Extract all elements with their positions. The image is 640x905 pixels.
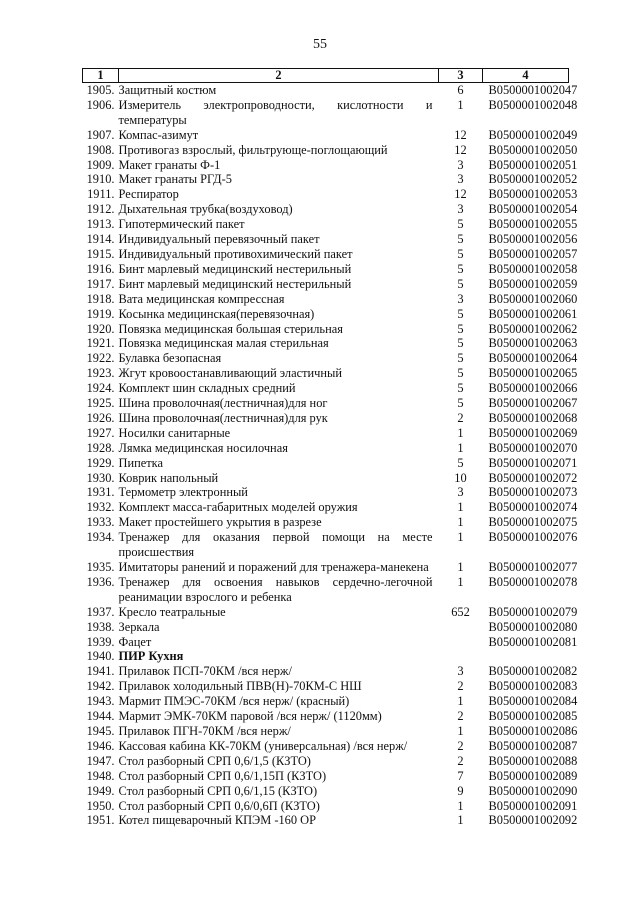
item-name: Комплект масса-габаритных моделей оружия — [118, 500, 358, 515]
item-name: Макет гранаты Ф-1 — [118, 157, 221, 172]
item-quantity — [439, 635, 483, 650]
row-number: 1950. — [86, 798, 115, 813]
item-code: B0500001002064 — [488, 351, 578, 366]
row-number: 1913. — [86, 217, 115, 232]
item-name: Имитаторы ранений и поражений для тренажера-манекена — [118, 560, 429, 574]
table-row — [83, 128, 569, 143]
item-code: B0500001002057 — [488, 246, 578, 261]
item-quantity: 12 — [454, 127, 467, 142]
row-number: 1928. — [86, 440, 115, 455]
table-row — [83, 605, 569, 620]
item-code: B0500001002050 — [488, 142, 578, 157]
row-number: 1914. — [86, 232, 115, 247]
table-row — [83, 635, 569, 650]
row-number: 1920. — [86, 321, 115, 336]
row-number: 1923. — [86, 366, 115, 381]
table-row — [83, 575, 569, 605]
row-number: 1946. — [86, 738, 115, 753]
item-quantity: 5 — [457, 321, 464, 336]
row-number: 1918. — [86, 291, 115, 306]
item-name: Прилавок ПГН-70КМ /вся нерж/ — [118, 723, 291, 738]
table-row — [83, 262, 569, 277]
table-row — [83, 247, 569, 262]
row-number: 1929. — [86, 455, 115, 470]
item-code: B0500001002052 — [488, 172, 578, 187]
item-quantity: 1 — [457, 560, 464, 574]
item-name: Косынка медицинская(перевязочная) — [118, 306, 315, 321]
item-quantity: 1 — [457, 500, 464, 515]
table-row — [83, 799, 569, 814]
item-quantity: 7 — [457, 768, 464, 783]
item-name: Фацет — [118, 634, 152, 649]
item-name: Булавка безопасная — [118, 351, 222, 366]
row-number: 1912. — [86, 202, 115, 217]
item-name: Шина проволочная(лестничная)для ног — [118, 396, 328, 411]
item-code: B0500001002073 — [488, 485, 578, 500]
item-code: B0500001002083 — [488, 679, 578, 694]
table-row — [83, 411, 569, 426]
item-code: B0500001002053 — [488, 187, 578, 202]
item-code: B0500001002079 — [488, 604, 578, 619]
item-code: B0500001002076 — [488, 530, 578, 545]
item-code: B0500001002047 — [488, 83, 578, 97]
item-name: Стол разборный СРП 0,6/1,15 (КЗТО) — [118, 783, 318, 798]
item-name: Бинт марлевый медицинский нестерильный — [118, 261, 352, 276]
item-quantity: 5 — [457, 336, 464, 351]
row-number: 1930. — [86, 470, 115, 485]
header-col-number: 1 — [83, 69, 119, 83]
item-code: B0500001002084 — [488, 694, 578, 709]
item-quantity: 12 — [454, 187, 467, 202]
item-name: Тренажер для освоения навыков сердечно-легочной реанимации взрослого и ребенка — [118, 574, 433, 604]
item-name: Тренажер для оказания первой помощи на месте происшествия — [118, 530, 433, 560]
item-code: B0500001002065 — [488, 366, 578, 381]
item-code: B0500001002082 — [488, 664, 578, 679]
item-code: B0500001002068 — [488, 410, 578, 425]
header-col-name: 2 — [119, 69, 439, 83]
table-row — [83, 381, 569, 396]
item-quantity: 5 — [457, 217, 464, 232]
table-row — [83, 694, 569, 709]
table-row — [83, 471, 569, 486]
item-name: Носилки санитарные — [118, 425, 231, 440]
item-code: B0500001002089 — [488, 768, 578, 783]
item-name: Измеритель электропроводности, кислотности и температуры — [118, 97, 433, 127]
item-name: Респиратор — [118, 187, 179, 202]
item-name: Стол разборный СРП 0,6/1,15П (КЗТО) — [118, 768, 327, 783]
table-row — [83, 456, 569, 471]
item-quantity: 12 — [454, 142, 467, 157]
item-code: B0500001002060 — [488, 291, 578, 306]
table-row — [83, 664, 569, 679]
table-row — [83, 187, 569, 202]
item-code: B0500001002067 — [488, 396, 578, 411]
table-row — [83, 217, 569, 232]
row-number: 1947. — [86, 753, 115, 768]
table-row — [83, 724, 569, 739]
item-code: B0500001002069 — [488, 425, 578, 440]
item-code: B0500001002080 — [488, 619, 578, 634]
row-number: 1915. — [86, 246, 115, 261]
row-number: 1925. — [86, 396, 115, 411]
item-name: Жгут кровоостанавливающий эластичный — [118, 366, 342, 381]
item-quantity: 1 — [457, 798, 464, 813]
item-quantity: 10 — [454, 470, 467, 485]
item-name: Макет гранаты РГД-5 — [118, 172, 232, 187]
item-quantity: 1 — [457, 440, 464, 455]
row-number: 1945. — [86, 723, 115, 738]
item-quantity: 5 — [457, 276, 464, 291]
item-quantity: 1 — [457, 515, 464, 530]
table-row — [83, 530, 569, 560]
item-quantity: 5 — [457, 396, 464, 411]
item-code: B0500001002054 — [488, 202, 578, 217]
item-code: B0500001002061 — [488, 306, 578, 321]
table-row — [83, 277, 569, 292]
table-body — [83, 83, 578, 829]
table-row — [83, 813, 569, 828]
row-number: 1922. — [86, 351, 115, 366]
item-code: B0500001002055 — [488, 217, 578, 232]
item-code: B0500001002090 — [488, 783, 578, 798]
item-code: B0500001002092 — [488, 813, 578, 828]
item-quantity: 6 — [457, 83, 464, 97]
row-number: 1948. — [86, 768, 115, 783]
row-number: 1951. — [86, 813, 115, 828]
item-code: B0500001002066 — [488, 381, 578, 396]
item-code: B0500001002088 — [488, 753, 578, 768]
item-name: Стол разборный СРП 0,6/1,5 (КЗТО) — [118, 753, 311, 768]
table-row — [83, 292, 569, 307]
table-row — [83, 500, 569, 515]
item-quantity: 2 — [457, 753, 464, 768]
item-name: Противогаз взрослый, фильтрующе-поглощающий — [118, 142, 388, 157]
item-name: Лямка медицинская носилочная — [118, 440, 288, 455]
item-name: Повязка медицинская малая стерильная — [118, 336, 329, 351]
table-row — [83, 351, 569, 366]
table-row — [83, 172, 569, 187]
row-number: 1938. — [86, 619, 115, 634]
table-row — [83, 485, 569, 500]
item-quantity: 1 — [457, 694, 464, 709]
item-name: Защитный костюм — [118, 83, 217, 97]
item-name: Мармит ПМЭС-70КМ /вся нерж/ (красный) — [118, 694, 350, 709]
item-code: B0500001002078 — [488, 574, 578, 589]
item-quantity — [439, 620, 483, 635]
item-quantity: 1 — [457, 574, 464, 589]
item-quantity: 1 — [457, 425, 464, 440]
table-row — [83, 202, 569, 217]
item-name: Кресло театральные — [118, 604, 226, 619]
item-code: B0500001002086 — [488, 723, 578, 738]
row-number: 1916. — [86, 261, 115, 276]
row-number: 1906. — [86, 97, 115, 112]
item-quantity: 2 — [457, 679, 464, 694]
row-number: 1933. — [86, 515, 115, 530]
item-code: B0500001002087 — [488, 738, 578, 753]
table-row — [83, 769, 569, 784]
table-row — [83, 679, 569, 694]
item-quantity: 1 — [457, 530, 464, 545]
item-quantity: 5 — [457, 306, 464, 321]
item-name: Макет простейшего укрытия в разрезе — [118, 515, 322, 530]
item-name: Вата медицинская компрессная — [118, 291, 285, 306]
table-row — [83, 83, 569, 98]
item-quantity: 5 — [457, 455, 464, 470]
item-code: B0500001002059 — [488, 276, 578, 291]
item-code: B0500001002056 — [488, 232, 578, 247]
item-code: B0500001002091 — [488, 798, 578, 813]
item-code: B0500001002049 — [488, 127, 578, 142]
item-name: Комплект шин складных средний — [118, 381, 296, 396]
item-quantity: 5 — [457, 232, 464, 247]
table-row — [83, 98, 569, 128]
item-quantity: 3 — [457, 157, 464, 172]
row-number: 1943. — [86, 694, 115, 709]
table-row — [83, 515, 569, 530]
item-quantity: 652 — [451, 604, 470, 619]
item-name: Коврик напольный — [118, 470, 219, 485]
table-row — [83, 307, 569, 322]
row-number: 1949. — [86, 783, 115, 798]
inventory-table — [82, 68, 578, 828]
table-row — [83, 620, 569, 635]
item-quantity: 1 — [457, 723, 464, 738]
item-name: Бинт марлевый медицинский нестерильный — [118, 276, 352, 291]
item-quantity: 5 — [457, 246, 464, 261]
row-number: 1924. — [86, 381, 115, 396]
item-code: B0500001002048 — [488, 97, 578, 112]
item-quantity: 1 — [457, 813, 464, 828]
item-code: B0500001002058 — [488, 261, 578, 276]
row-number: 1944. — [86, 709, 115, 724]
item-name: Кассовая кабина КК-70КМ (универсальная) /вся нерж/ — [118, 738, 408, 753]
item-quantity: 3 — [457, 202, 464, 217]
item-name: Компас-азимут — [118, 127, 199, 142]
item-name: Гипотермический пакет — [118, 217, 245, 232]
item-code: B0500001002051 — [488, 157, 578, 172]
table-row — [83, 366, 569, 381]
item-code: B0500001002085 — [488, 709, 578, 724]
row-number: 1905. — [86, 83, 115, 97]
item-code: B0500001002075 — [488, 515, 578, 530]
item-quantity: 3 — [457, 485, 464, 500]
row-number: 1926. — [86, 410, 115, 425]
table-row — [83, 143, 569, 158]
item-quantity: 5 — [457, 381, 464, 396]
table-row — [83, 426, 569, 441]
row-number: 1907. — [86, 127, 115, 142]
item-name: Котел пищеварочный КПЭМ -160 ОР — [118, 813, 317, 828]
item-quantity: 3 — [457, 172, 464, 187]
row-number: 1942. — [86, 679, 115, 694]
item-quantity: 9 — [457, 783, 464, 798]
row-number: 1909. — [86, 157, 115, 172]
item-quantity: 3 — [457, 664, 464, 679]
item-code — [483, 649, 569, 664]
item-name: Пипетка — [118, 455, 163, 470]
table-row — [83, 784, 569, 799]
table-row — [83, 441, 569, 456]
row-number: 1910. — [86, 172, 115, 187]
item-quantity: 3 — [457, 291, 464, 306]
item-code: B0500001002071 — [488, 455, 578, 470]
table-row — [83, 560, 569, 575]
item-name: Индивидуальный противохимический пакет — [118, 246, 353, 261]
table-row — [83, 754, 569, 769]
item-quantity: 2 — [457, 738, 464, 753]
header-col-quantity: 3 — [439, 69, 483, 83]
item-name: Дыхательная трубка(воздуховод) — [118, 202, 293, 217]
row-number: 1917. — [86, 276, 115, 291]
row-number: 1937. — [86, 604, 115, 619]
item-name: ПИР Кухня — [118, 649, 184, 664]
item-name: Индивидуальный перевязочный пакет — [118, 232, 320, 247]
item-name: Прилавок холодильный ПВВ(Н)-70КМ-С НШ — [118, 679, 362, 694]
row-number: 1932. — [86, 500, 115, 515]
table-row — [83, 158, 569, 173]
item-name: Прилавок ПСП-70КМ /вся нерж/ — [118, 664, 292, 679]
row-number: 1934. — [86, 530, 115, 545]
table-row — [83, 709, 569, 724]
item-quantity: 1 — [457, 97, 464, 112]
item-code: B0500001002081 — [488, 634, 578, 649]
item-code: B0500001002070 — [488, 440, 578, 455]
item-name: Шина проволочная(лестничная)для рук — [118, 410, 328, 425]
item-name: Зеркала — [118, 619, 160, 634]
item-name: Мармит ЭМК-70КМ паровой /вся нерж/ (1120мм) — [118, 709, 382, 724]
item-code: B0500001002074 — [488, 500, 578, 515]
row-number: 1939. — [86, 634, 115, 649]
row-number: 1941. — [86, 664, 115, 679]
table-row — [83, 336, 569, 351]
item-code: B0500001002077 — [488, 560, 578, 574]
section-row — [83, 649, 569, 664]
item-code: B0500001002062 — [488, 321, 578, 336]
table-row — [83, 322, 569, 337]
item-quantity: 2 — [457, 709, 464, 724]
item-name: Термометр электронный — [118, 485, 248, 500]
table-row — [83, 739, 569, 754]
page-number: 55 — [313, 37, 327, 52]
header-col-code: 4 — [483, 69, 569, 83]
item-quantity — [439, 649, 483, 664]
row-number: 1940. — [86, 649, 115, 664]
row-number: 1911. — [87, 187, 115, 202]
item-quantity: 5 — [457, 366, 464, 381]
row-number: 1919. — [86, 306, 115, 321]
table-row — [83, 232, 569, 247]
row-number: 1931. — [86, 485, 115, 500]
item-name: Стол разборный СРП 0,6/0,6П (КЗТО) — [118, 798, 320, 813]
item-quantity: 2 — [457, 410, 464, 425]
row-number: 1921. — [86, 336, 115, 351]
item-quantity: 5 — [457, 351, 464, 366]
row-number: 1908. — [86, 142, 115, 157]
header-row — [83, 69, 569, 83]
item-name: Повязка медицинская большая стерильная — [118, 321, 343, 336]
row-number: 1936. — [86, 574, 115, 589]
item-quantity: 5 — [457, 261, 464, 276]
table-row — [83, 396, 569, 411]
item-code: B0500001002072 — [488, 470, 578, 485]
row-number: 1935. — [86, 560, 115, 574]
row-number: 1927. — [86, 425, 115, 440]
item-code: B0500001002063 — [488, 336, 578, 351]
table-header — [83, 69, 569, 83]
